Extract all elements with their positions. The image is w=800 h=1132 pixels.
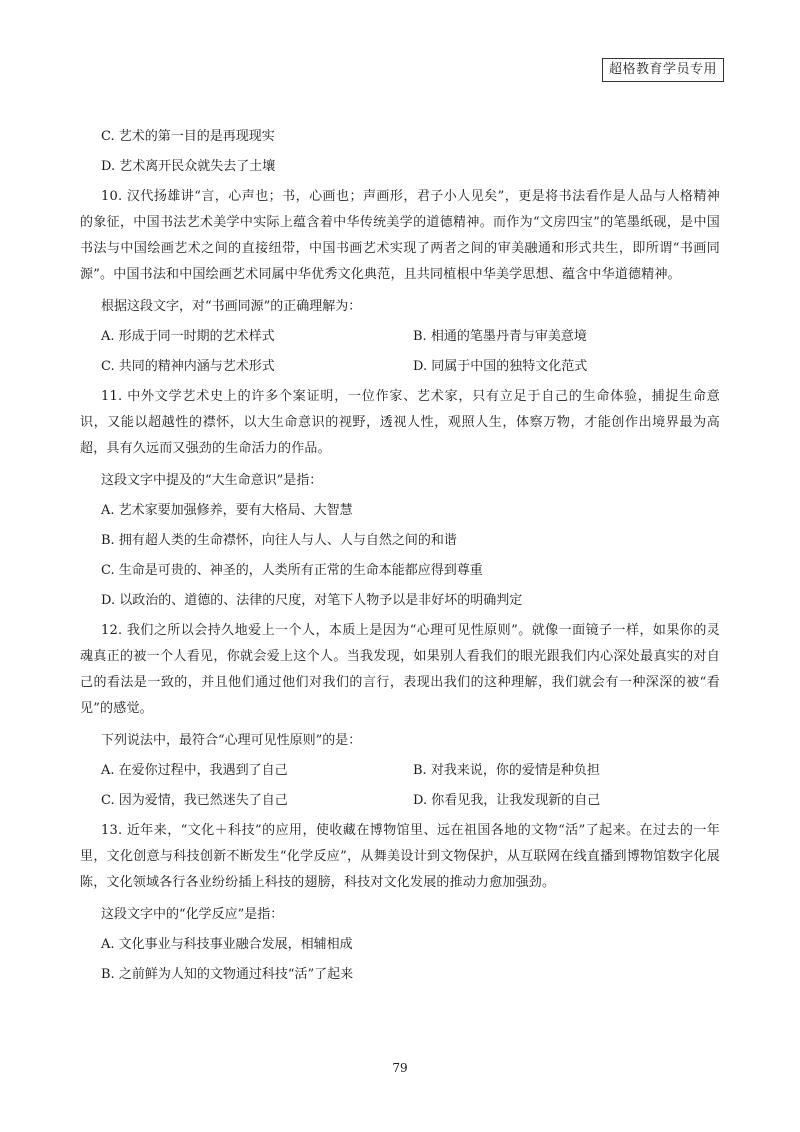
q13-passage: 13. 近年来，“文化＋科技”的应用，使收藏在博物馆里、远在祖国各地的文物“活”了起来。在过去的一年里，文化创意与科技创新不断发生“化学反应”，从舞美设计到文物保护，从互联网在线直播到博物馆数字化展陈，文化领域各行各业纷纷插上科技的翅膀，科技对文化发展的推动力愈加强劲。 — [80, 823, 720, 890]
q13-option-b: B. 之前鲜为人知的文物通过科技“活”了起来 — [101, 967, 354, 982]
q13-option-a: A. 文化事业与科技事业融合发展，相辅相成 — [101, 937, 353, 952]
q12-option-a: A. 在爱你过程中，我遇到了自己 — [101, 763, 288, 778]
q12-passage: 12. 我们之所以会持久地爱上一个人，本质上是因为“心理可见性原则”。就像一面镜子一样，如果你的灵魂真正的被一个人看见，你就会爱上这个人。当我发现，如果别人看我们的眼光跟我们内心深处最真实的对自己的看法是一致的，并且他们通过他们对我们的言行，表现出我们的这种理解，我们就会有一种深深的被“看见”的感觉。 — [80, 623, 720, 716]
q10-option-c: C. 共同的精神内涵与艺术形式 — [101, 359, 275, 374]
q9-option-c: C. 艺术的第一目的是再现现实 — [101, 129, 275, 144]
header-label: 超格教育学员专用 — [602, 58, 724, 82]
q12-option-b: B. 对我来说，你的爱情是种负担 — [413, 763, 600, 778]
q12-options-row-1 — [80, 758, 720, 788]
q13-question: 这段文字中的“化学反应”是指： — [101, 907, 284, 922]
q10-question: 根据这段文字，对“书画同源”的正确理解为： — [101, 299, 362, 314]
q9-option-d: D. 艺术离开民众就失去了土壤 — [101, 159, 276, 174]
q10-option-a: A. 形成于同一时期的艺术样式 — [101, 329, 275, 344]
q11-question: 这段文字中提及的“大生命意识”是指： — [101, 473, 323, 488]
q11-passage: 11. 中外文学艺术史上的许多个案证明，一位作家、艺术家，只有立足于自己的生命体验，捕捉生命意识，又能以超越性的襟怀，以大生命意识的视野，透视人性，观照人生，体察万物，才能创作出境界最为高超，具有久远而又强劲的生命活力的作品。 — [80, 389, 720, 456]
q12-option-c: C. 因为爱情，我已然迷失了自己 — [101, 793, 288, 808]
q11-option-c: C. 生命是可贵的、神圣的，人类所有正常的生命本能都应得到尊重 — [101, 563, 483, 578]
q10-options-row-2 — [80, 354, 720, 384]
q12-question: 下列说法中，最符合“心理可见性原则”的是： — [101, 733, 362, 748]
q12-options-row-2 — [80, 788, 720, 818]
q10-options-row-1 — [80, 324, 720, 354]
q11-option-d: D. 以政治的、道德的、法律的尺度，对笔下人物予以是非好坏的明确判定 — [101, 593, 523, 608]
q12-option-d: D. 你看见我，让我发现新的自己 — [413, 793, 601, 808]
q10-option-b: B. 相通的笔墨丹青与审美意境 — [413, 329, 587, 344]
q11-option-a: A. 艺术家要加强修养，要有大格局、大智慧 — [101, 503, 353, 518]
q10-passage: 10. 汉代扬雄讲“言，心声也；书，心画也；声画形，君子小人见矣”，更是将书法看作是人品与人格精神的象征，中国书法艺术美学中实际上蕴含着中华传统美学的道德精神。而作为“文房四宝”的笔墨纸砚，是中国书法与中国绘画艺术之间的直接纽带，中国书画艺术实现了两者之间的审美融通和形式共生，即所谓“书画同源”。中国书法和中国绘画艺术同属中华优秀文化典范，且共同植根中华美学思想、蕴含中华道德精神。 — [80, 189, 720, 282]
page-content — [80, 124, 720, 992]
page-number: 79 — [392, 1061, 408, 1075]
q11-option-b: B. 拥有超人类的生命襟怀，向往人与人、人与自然之间的和谐 — [101, 533, 457, 548]
q10-option-d: D. 同属于中国的独特文化范式 — [413, 359, 588, 374]
